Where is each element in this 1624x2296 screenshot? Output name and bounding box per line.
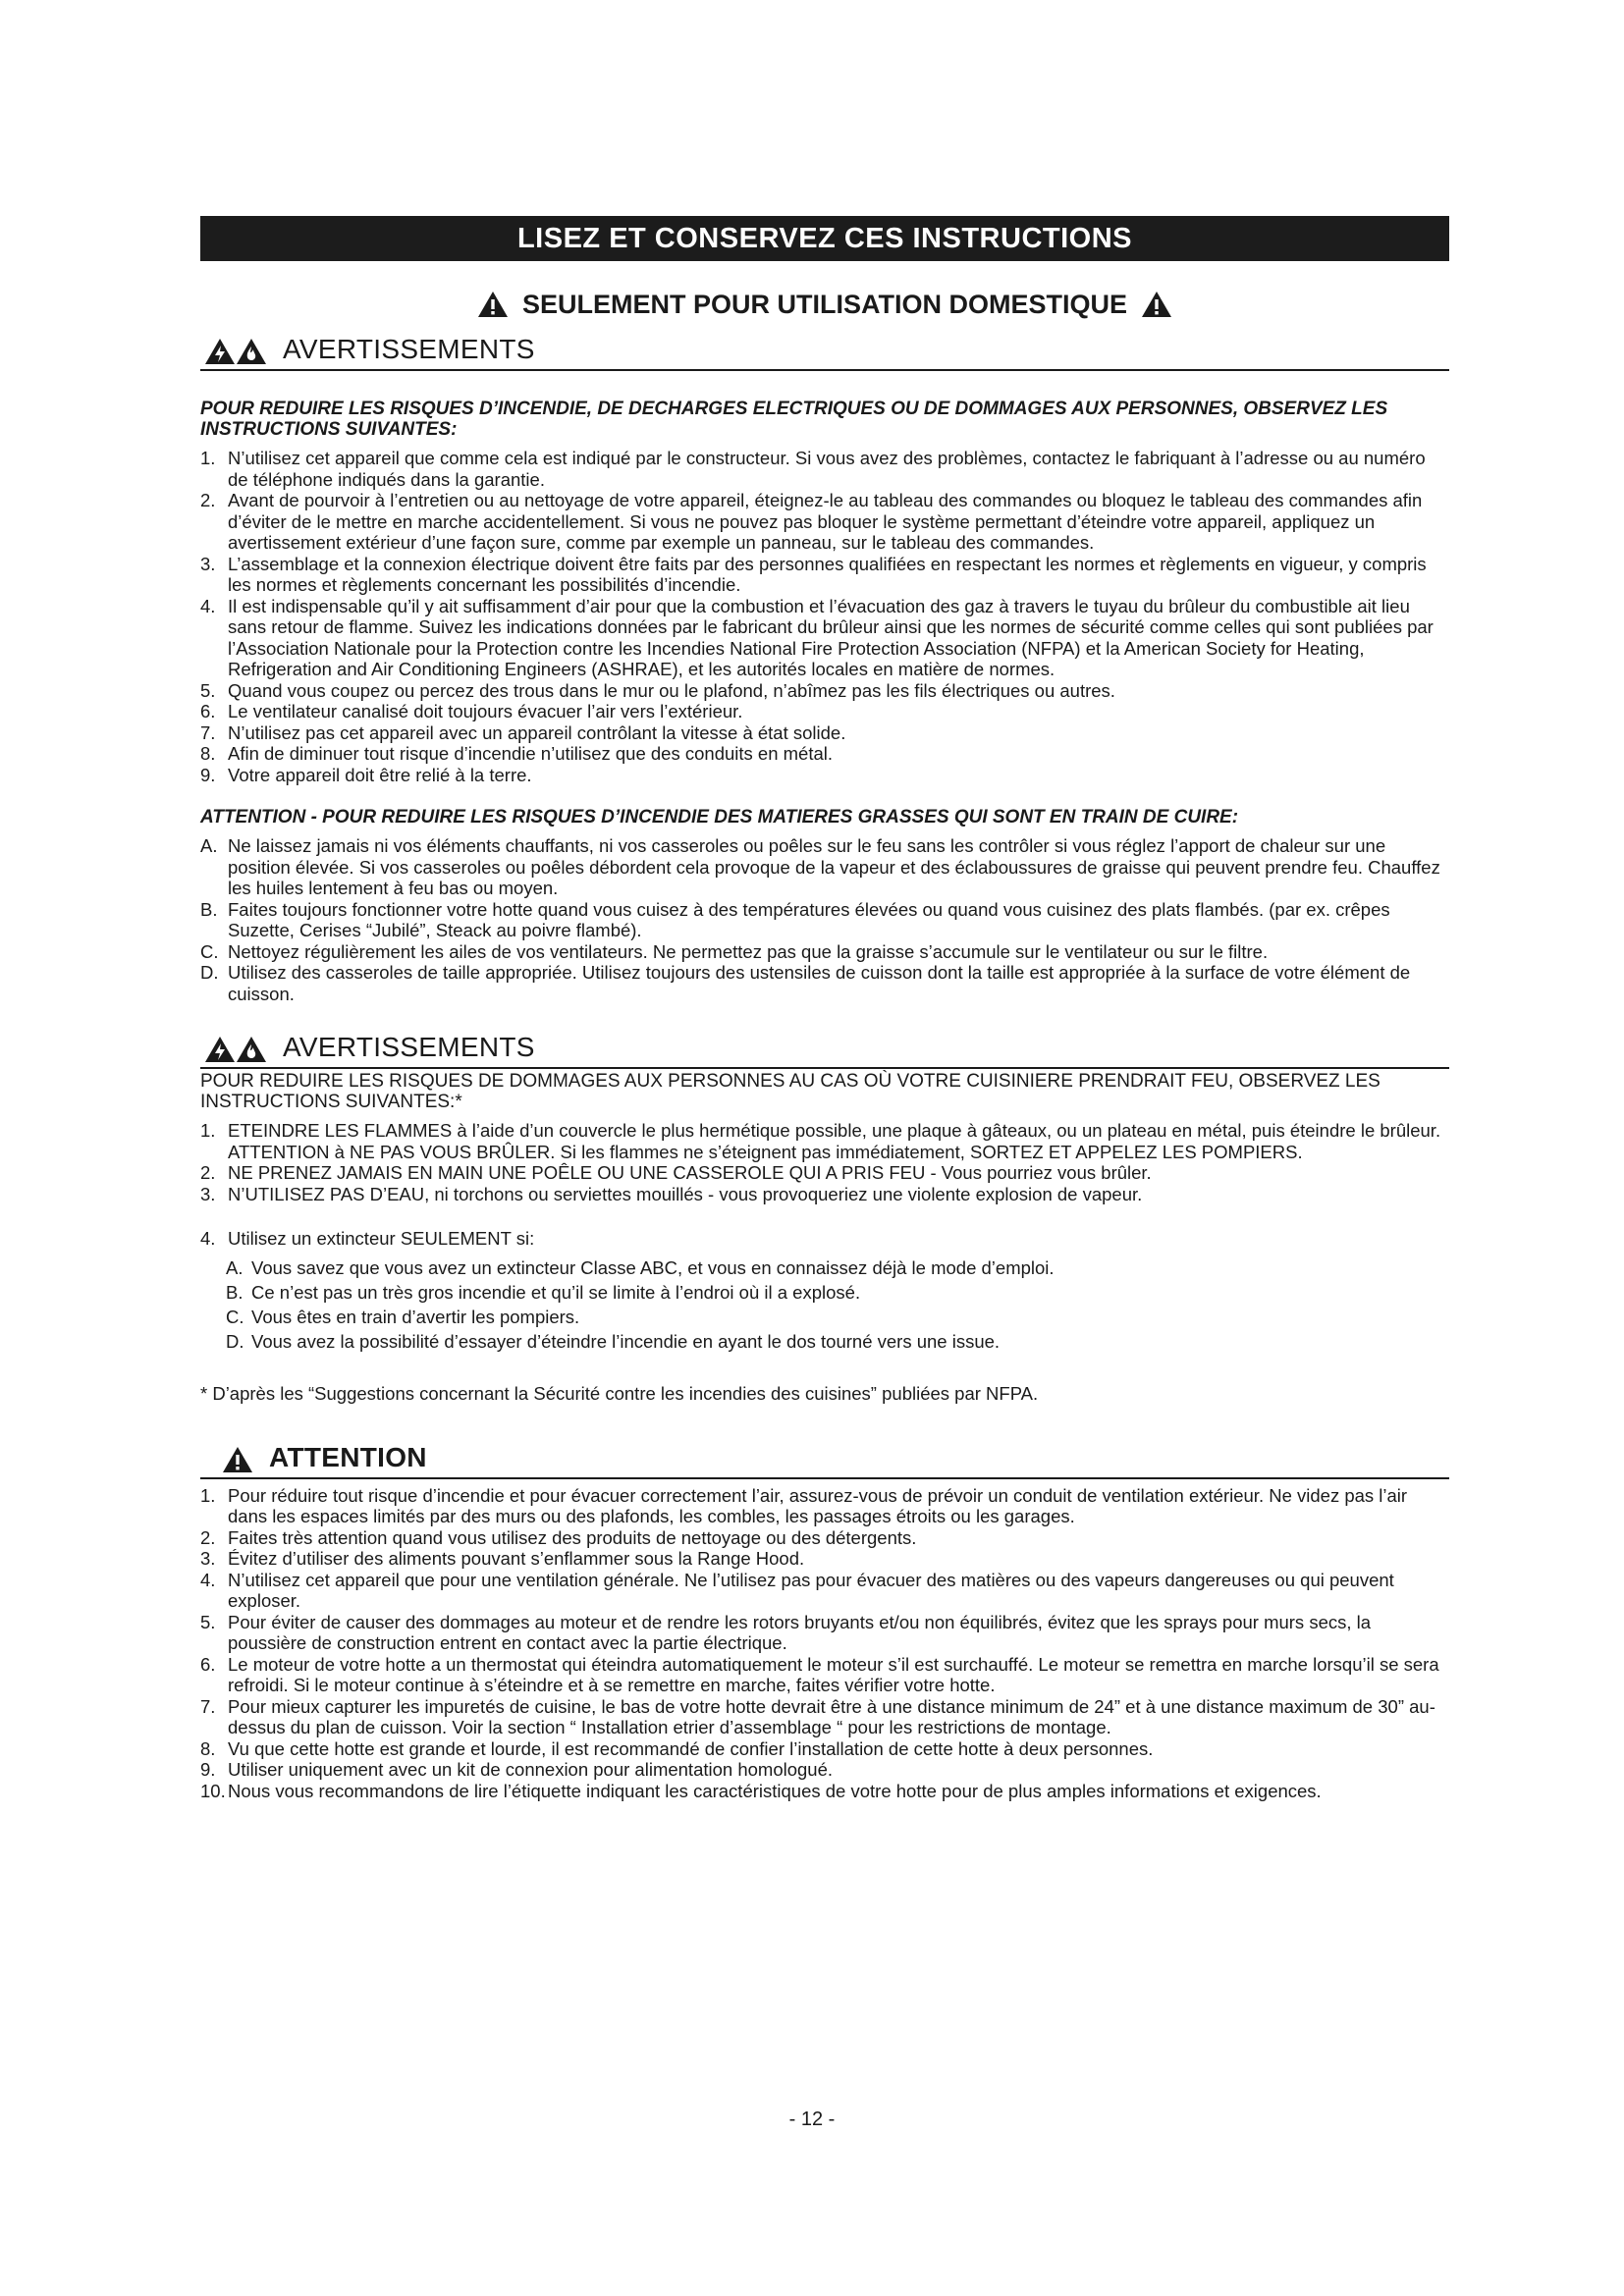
list-item: 9. Utiliser uniquement avec un kit de connexion pour alimentation homologué. bbox=[200, 1759, 834, 1780]
list-item: 4. Utilisez un extincteur SEULEMENT si: bbox=[200, 1228, 535, 1249]
list-item: 9. Votre appareil doit être relié à la terre. bbox=[200, 764, 532, 785]
fire-hazard-icon bbox=[236, 1036, 267, 1063]
list-item: 8. Afin de diminuer tout risque d’incendie n’utilisez que des conduits en métal. bbox=[200, 743, 834, 764]
section-title: ATTENTION bbox=[269, 1441, 427, 1472]
warnings-list bbox=[200, 448, 1449, 785]
extinguisher-conditions bbox=[226, 1255, 1449, 1354]
hazard-icons bbox=[222, 1446, 253, 1473]
list-item: 2. Faites très attention quand vous utilisez des produits de nettoyage ou des détergents. bbox=[200, 1526, 917, 1548]
list-item: A. Ne laissez jamais ni vos éléments chauffants, ni vos casseroles ou poêles sur le feu sans les contrôler si vous réglez l’apport de chaleur sur une position élevée. Si vos casseroles ou poêles débordent cela provoque de la vapeur et des éclaboussures de graisse qui peuvent prendre feu. Chauffez les huiles lentement à feu bas ou moyen. bbox=[200, 835, 1440, 898]
fire-instructions-list bbox=[200, 1120, 1449, 1204]
warning-icon bbox=[222, 1446, 253, 1473]
list-item: 10. Nous vous recommandons de lire l’étiquette indiquant les caractéristiques de votre hotte pour de plus amples informations et exigences. bbox=[200, 1780, 1322, 1801]
list-item: 1. ETEINDRE LES FLAMMES à l’aide d’un couvercle le plus hermétique possible, une plaque à gâteaux, ou un plateau en métal, puis éteindre le brûleur. ATTENTION à NE PAS VOUS BRÛLER. Si les flammes ne s’éteignent pas immédiatement, SORTEZ ET APPELEZ LES POMPIERS. bbox=[200, 1120, 1441, 1162]
section-lead: POUR REDUIRE LES RISQUES DE DOMMAGES AUX PERSONNES AU CAS OÙ VOTRE CUISINIERE PRENDRAIT FEU, OBSERVEZ LES INSTRUCTIONS SUIVANTES:* bbox=[200, 1071, 1380, 1112]
list-item: C. Nettoyez régulièrement les ailes de vos ventilateurs. Ne permettez pas que la graisse s’accumule sur le ventilateur ou sur le filtre. bbox=[200, 940, 1269, 962]
list-item: A. Vous savez que vous avez un extincteur Classe ABC, et vous en connaissez déjà le mode d’emploi. bbox=[226, 1256, 1055, 1278]
list-item: 1. N’utilisez cet appareil que comme cela est indiqué par le constructeur. Si vous avez des problèmes, contactez le fabriquant à l’adresse ou au numéro de téléphone indiqués dans la garantie. bbox=[200, 448, 1426, 490]
list-item: 7. N’utilisez pas cet appareil avec un appareil contrôlant la vitesse à état solide. bbox=[200, 721, 846, 743]
list-item: C. Vous êtes en train d’avertir les pompiers. bbox=[226, 1306, 580, 1327]
list-item: 7. Pour mieux capturer les impuretés de cuisine, le bas de votre hotte devrait être à une distance minimum de 24” et à une distance maximum de 30” au-dessus du plan de cuisson. Voir la section “ Installation etrier d’assemblage “ pour les restrictions de montage. bbox=[200, 1695, 1435, 1737]
warning-icon bbox=[1141, 291, 1172, 318]
list-item: 3. N’UTILISEZ PAS D’EAU, ni torchons ou serviettes mouillés - vous provoqueriez une violente explosion de vapeur. bbox=[200, 1183, 1143, 1204]
attention-lead: ATTENTION - POUR REDUIRE LES RISQUES D’INCENDIE DES MATIERES GRASSES QUI SONT EN TRAIN DE CUIRE: bbox=[200, 807, 1239, 828]
section-title: AVERTISSEMENTS bbox=[283, 1032, 535, 1062]
section-header-warnings-2 bbox=[200, 1032, 1449, 1069]
list-item: D. Vous avez la possibilité d’essayer d’éteindre l’incendie en ayant le dos tourné vers une issue. bbox=[226, 1330, 1001, 1352]
electric-shock-icon bbox=[204, 338, 236, 365]
list-item: D. Utilisez des casseroles de taille appropriée. Utilisez toujours des ustensiles de cuisson dont la taille est appropriée à la surface de votre élément de cuisson. bbox=[200, 962, 1411, 1004]
list-item: 5. Pour éviter de causer des dommages au moteur et de rendre les rotors bruyants et/ou non équilibrés, évitez que les sprays pour murs secs, la poussière de construction entrent en contact avec la partie électrique. bbox=[200, 1611, 1372, 1653]
section-lead: POUR REDUIRE LES RISQUES D’INCENDIE, DE DECHARGES ELECTRIQUES OU DE DOMMAGES AUX PERSONNES, OBSERVEZ LES INSTRUCTIONS SUIVANTES: bbox=[200, 399, 1388, 440]
list-item: 4. N’utilisez cet appareil que pour une ventilation générale. Ne l’utilisez pas pour évacuer des matières ou des vapeurs dangereuses ou qui peuvent exploser. bbox=[200, 1569, 1394, 1611]
page-number: - 12 - bbox=[788, 2109, 836, 2130]
fire-hazard-icon bbox=[236, 338, 267, 365]
list-item: 3. L’assemblage et la connexion électrique doivent être faits par des personnes qualifiées en respectant les normes et règlements en vigueur, y compris les normes et règlements concernant les possibilités d’incendie. bbox=[200, 553, 1427, 595]
hazard-icons bbox=[204, 338, 267, 365]
list-item: 6. Le ventilateur canalisé doit toujours évacuer l’air vers l’extérieur. bbox=[200, 701, 743, 721]
extinguisher-item bbox=[200, 1228, 1449, 1250]
warning-icon bbox=[477, 291, 509, 318]
list-item: 5. Quand vous coupez ou percez des trous dans le mur ou le plafond, n’abîmez pas les fils électriques ou autres. bbox=[200, 679, 1115, 701]
section-header-warnings-1 bbox=[200, 334, 1449, 371]
list-item: 3. Évitez d’utiliser des aliments pouvant s’enflammer sous la Range Hood. bbox=[200, 1548, 805, 1569]
list-item: 4. Il est indispensable qu’il y ait suffisamment d’air pour que la combustion et l’évacuation des gaz à travers le tuyau du brûleur du combustible ait lieu sans retour de flamme. Suivez les indications données par le fabricant du brûleur ainsi que les normes de sécurité comme celles qui sont publiées par l’Association Nationale pour la Protection contre les Incendies National Fire Protection Association (NFPA) et la American Society for Heating, Refrigeration and Air Conditioning Engineers (ASHRAE), et les autorités locales en matière de normes. bbox=[200, 595, 1434, 679]
section-title: AVERTISSEMENTS bbox=[283, 334, 535, 364]
electric-shock-icon bbox=[204, 1036, 236, 1063]
footnote: * D’après les “Suggestions concernant la Sécurité contre les incendies des cuisines” publiées par NFPA. bbox=[200, 1382, 1039, 1404]
list-item: 2. NE PRENEZ JAMAIS EN MAIN UNE POÊLE OU UNE CASSEROLE QUI A PRIS FEU - Vous pourriez vous brûler. bbox=[200, 1162, 1152, 1183]
domestic-use-heading bbox=[200, 287, 1449, 322]
hazard-icons bbox=[204, 1036, 267, 1063]
document-page bbox=[200, 216, 1449, 1801]
section-header-attention bbox=[200, 1442, 1449, 1479]
instructions-banner: LISEZ ET CONSERVEZ CES INSTRUCTIONS bbox=[200, 216, 1449, 261]
list-item: B. Ce n’est pas un très gros incendie et qu’il se limite à l’endroi où il a explosé. bbox=[226, 1281, 861, 1303]
attention-items-list bbox=[200, 1485, 1449, 1802]
list-item: 6. Le moteur de votre hotte a un thermostat qui éteindra automatiquement le moteur s’il est surchauffé. Le moteur se remettra en marche lorsqu’il se sera refroidi. Si le moteur continue à s’éteindre et à se remettre en marche, faites vérifier votre hotte. bbox=[200, 1653, 1439, 1695]
list-item: B. Faites toujours fonctionner votre hotte quand vous cuisez à des températures élevées ou quand vous cuisinez des plats flambés. (par ex. crêpes Suzette, Cerises “Jubilé”, Steack au poivre flambé). bbox=[200, 898, 1390, 940]
domestic-use-title: SEULEMENT POUR UTILISATION DOMESTIQUE bbox=[521, 290, 1128, 319]
list-item: 1. Pour réduire tout risque d’incendie et pour évacuer correctement l’air, assurez-vous de prévoir un conduit de ventilation extérieur. Ne videz pas l’air dans les espaces limités par des murs ou des plafonds, les combles, les passages étroits ou les garages. bbox=[200, 1484, 1408, 1526]
attention-list bbox=[200, 835, 1449, 1004]
list-item: 2. Avant de pourvoir à l’entretien ou au nettoyage de votre appareil, éteignez-le au tableau des commandes ou bloquez le tableau des commandes afin d’éviter de le mettre en marche accidentellement. Si vous ne pouvez pas bloquer le système permettant d’éteindre votre appareil, appliquez un avertissement extérieur d’une façon sure, comme par exemple un panneau, sur le tableau des commandes. bbox=[200, 490, 1423, 553]
list-item: 8. Vu que cette hotte est grande et lourde, il est recommandé de confier l’installation de cette hotte à deux personnes. bbox=[200, 1737, 1154, 1759]
